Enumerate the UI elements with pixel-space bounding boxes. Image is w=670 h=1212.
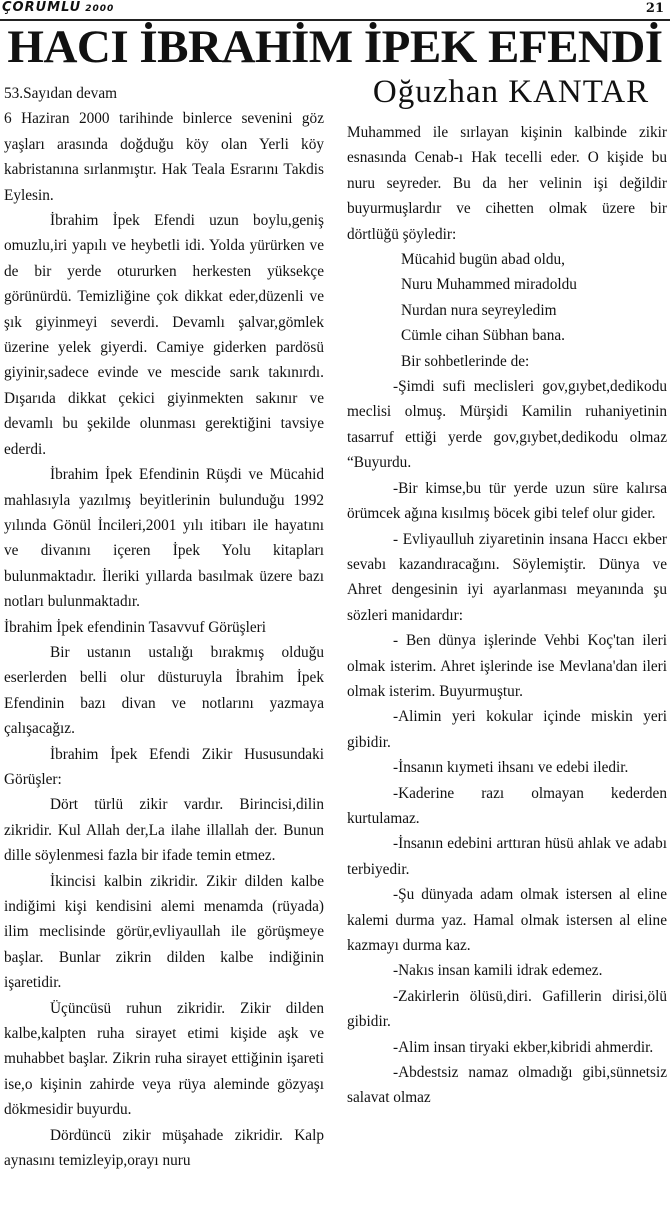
paragraph: -Nakıs insan kamili idrak edemez. — [393, 962, 603, 980]
paragraph: -Alim insan tiryaki ekber,kibridi ahmerdir. — [393, 1038, 654, 1056]
paragraph: İbrahim İpek Efendi Zikir Hususundaki Görüşler: — [4, 745, 324, 788]
paragraph: - Ben dünya işlerinde Vehbi Koç'tan ileri olmak isterim. Ahret işlerinde ise Mevlana'dan ileri olmak isterim. Buyurmuştur. — [347, 632, 667, 700]
right-column — [347, 120, 667, 1111]
left-column — [4, 81, 324, 1173]
paragraph: Dört türlü zikir vardır. Birincisi,dilin zikridir. Kul Allah der,La ilahe illallah der. Bunun dille söylenmesi fazla bir ifade temin etmez. — [4, 796, 324, 865]
paragraph: Dördüncü zikir müşahade zikridir. Kalp aynasını temizleyip,orayı nuru — [4, 1126, 324, 1170]
paragraph: -Kaderine razı olmayan kederden kurtulamaz. — [347, 784, 667, 827]
paragraph: -İnsanın kıymeti ihsanı ve edebi iledir. — [393, 759, 629, 777]
article-title: HACI İBRAHİM İPEK EFENDİ — [7, 21, 663, 73]
paragraph: - Evliyaulluh ziyaretinin insana Haccı ekber sevabı kazandıracağını. Söylemiştir. Dünya ve Ahret dengesinin iyi ayarlanması meyanında şu sözleri manidardır: — [347, 530, 667, 624]
paragraph: 6 Haziran 2000 tarihinde binlerce sevenini göz yaşları arasında doğduğu köy olan Yerli köy kabristanına sırlanmıştır. Hak Teala Esrarını Takdis Eylesin. — [4, 110, 324, 204]
paragraph: Bir ustanın ustalığı bırakmış olduğu eserlerden belli olur düsturuyla İbrahim İpek Efendinin bazı divan ve notlarını yazmaya çalışacağız. — [4, 643, 324, 738]
paragraph: İbrahim İpek efendinin Tasavvuf Görüşleri — [4, 618, 267, 636]
paragraph: -İnsanın edebini arttıran hüsü ahlak ve adabı terbiyedir. — [347, 835, 667, 878]
article-author: Oğuzhan KANTAR — [372, 74, 650, 110]
paragraph: -Bir kimse,bu tür yerde uzun süre kalırsa örümcek ağına kısılmış böcek gibi telef olur gider. — [347, 479, 667, 523]
paragraph: Muhammed ile sırlayan kişinin kalbinde zikir esnasında Cenab-ı Hak tecelli eder. O kişide bu nuru seyreder. Bu da her velinin işi değildir buyurmuşlardır ve cihetten olmak üzere bir dörtlüğü şöyledir: — [347, 124, 667, 243]
paragraph: -Abdestsiz namaz olmadığı gibi,sünnetsiz salavat olmaz — [347, 1064, 667, 1107]
paragraph: -Alimin yeri kokular içinde miskin yeri gibidir. — [347, 708, 667, 751]
page-number: 21 — [645, 1, 664, 16]
poem-line: Mücahid bugün abad oldu, — [401, 251, 565, 269]
paragraph: Üçüncüsü ruhun zikridir. Zikir dilden kalbe,kalpten ruha sirayet etimi kişide aşk ve muhabbet başlar. Zikrin ruha sirayet ettiğinin işareti ise,o kişinin zahirde veya rüya aleminde gözyaşı dökmesidir buyurdu. — [4, 999, 324, 1119]
poem-line: Nuru Muhammed miradoldu — [401, 276, 577, 294]
paragraph: İbrahim İpek Efendi uzun boylu,geniş omuzlu,iri yapılı ve heybetli idi. Yolda yürürken ve de bir yerde otururken herkesten yüksekçe görünürdü. Temizliğine çok dikkat eder,düzenli ve şık giyinmeyi severdi. Devamlı şalvar,gömlek üzerine yelek giyerdi. Camiye giderken pardösü giyinir,sadece evinde ve mescide sarık takınırdı. Dışarıda dikkat çekici giyinmekten sakınır ve devamlı bu şekilde olunması gerektiğini tavsiye ederdi. — [4, 212, 324, 458]
paragraph: -Şu dünyada adam olmak istersen al eline kalemi durma yaz. Hamal olmak istersen al eline kazmayı durma kaz. — [347, 886, 667, 954]
masthead-name: ÇORUMLU — [2, 0, 82, 15]
paragraph: -Zakirlerin ölüsü,diri. Gafillerin dirisi,ölü gibidir. — [347, 987, 667, 1031]
paragraph: İkincisi kalbin zikridir. Zikir dilden kalbe indiğimi kişi kendisini alemi menamda (rüyada) ilim meclisinde görür,evliyaullah ile görüşmeye başlar. Bunlar zikrin dilden kalbe indiğinin işaretidir. — [4, 872, 324, 992]
poem-line: Cümle cihan Sübhan bana. — [401, 327, 565, 345]
poem-line: Nurdan nura seyreyledim — [401, 301, 557, 319]
poem-line: Bir sohbetlerinde de: — [401, 352, 530, 370]
paragraph: -Şimdi sufi meclisleri gov,gıybet,dedikodu meclisi olmuş. Mürşidi Kamilin ruhaniyetinin tasarruf ettiği yerde gov,gıybet,dedikodu olmaz “Buyurdu. — [347, 378, 667, 472]
masthead-year: 2000 — [85, 4, 115, 14]
page-header — [0, 0, 670, 22]
paragraph: 53.Sayıdan devam — [4, 85, 118, 102]
masthead — [2, 0, 114, 15]
paragraph: İbrahim İpek Efendinin Rüşdi ve Mücahid mahlasıyla yazılmış beyitlerinin bulunduğu 1992 yılında Gönül İncileri,2001 yılı itibarı ile hayatını ve divanını içeren İpek Yolu kitapları bulunmaktadır. İleriki yıllarda basılmak üzere bazı notları bulunmaktadır. — [4, 466, 324, 611]
